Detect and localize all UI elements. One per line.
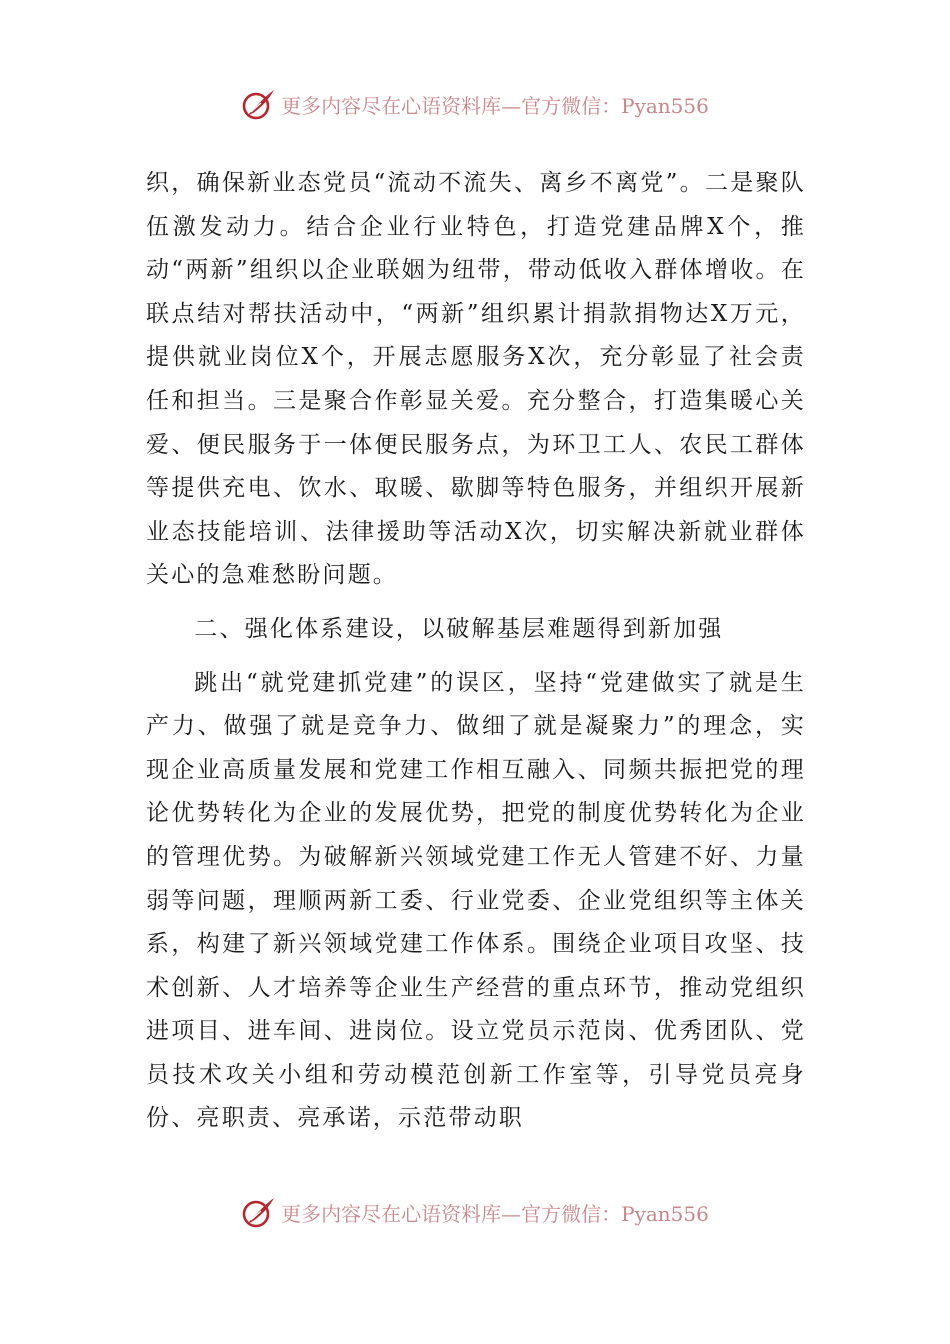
watermark-text: 更多内容尽在心语资料库—官方微信：Pyan556 — [281, 1201, 709, 1226]
watermark-banner-top — [0, 84, 950, 124]
watermark-text: 更多内容尽在心语资料库—官方微信：Pyan556 — [281, 93, 709, 118]
watermark-banner-bottom — [0, 1192, 950, 1232]
section-heading-2: 二、强化体系建设，以破解基层难题得到新加强 — [194, 615, 724, 642]
document-body — [146, 162, 806, 1141]
quill-logo-icon — [241, 1194, 277, 1230]
quill-logo-icon — [241, 86, 277, 122]
paragraph-continued: 织，确保新业态党员“流动不流失、离乡不离党”。二是聚队伍激发动力。结合企业行业特色，打造党建品牌X个，推动“两新”组织以企业联姻为纽带，带动低收入群体增收。在联点结对帮扶活动中，“两新”组织累计捐款捐物达X万元，提供就业岗位X个，开展志愿服务X次，充分彰显了社会责任和担当。三是聚合作彰显关爱。充分整合，打造集暖心关爱、便民服务于一体便民服务点，为环卫工人、农民工群体等提供充电、饮水、取暖、歇脚等特色服务，并组织开展新业态技能培训、法律援助等活动X次，切实解决新就业群体关心的急难愁盼问题。 — [146, 170, 806, 589]
paragraph-section-2: 跳出“就党建抓党建”的误区，坚持“党建做实了就是生产力、做强了就是竞争力、做细了就是凝聚力”的理念，实现企业高质量发展和党建工作相互融入、同频共振把党的理论优势转化为企业的发展优势，把党的制度优势转化为企业的管理优势。为破解新兴领域党建工作无人管建不好、力量弱等问题，理顺两新工委、行业党委、企业党组织等主体关系，构建了新兴领域党建工作体系。围绕企业项目攻坚、技术创新、人才培养等企业生产经营的重点环节，推动党组织进项目、进车间、进岗位。设立党员示范岗、优秀团队、党员技术攻关小组和劳动模范创新工作室等，引导党员亮身份、亮职责、亮承诺，示范带动职 — [146, 669, 806, 1132]
